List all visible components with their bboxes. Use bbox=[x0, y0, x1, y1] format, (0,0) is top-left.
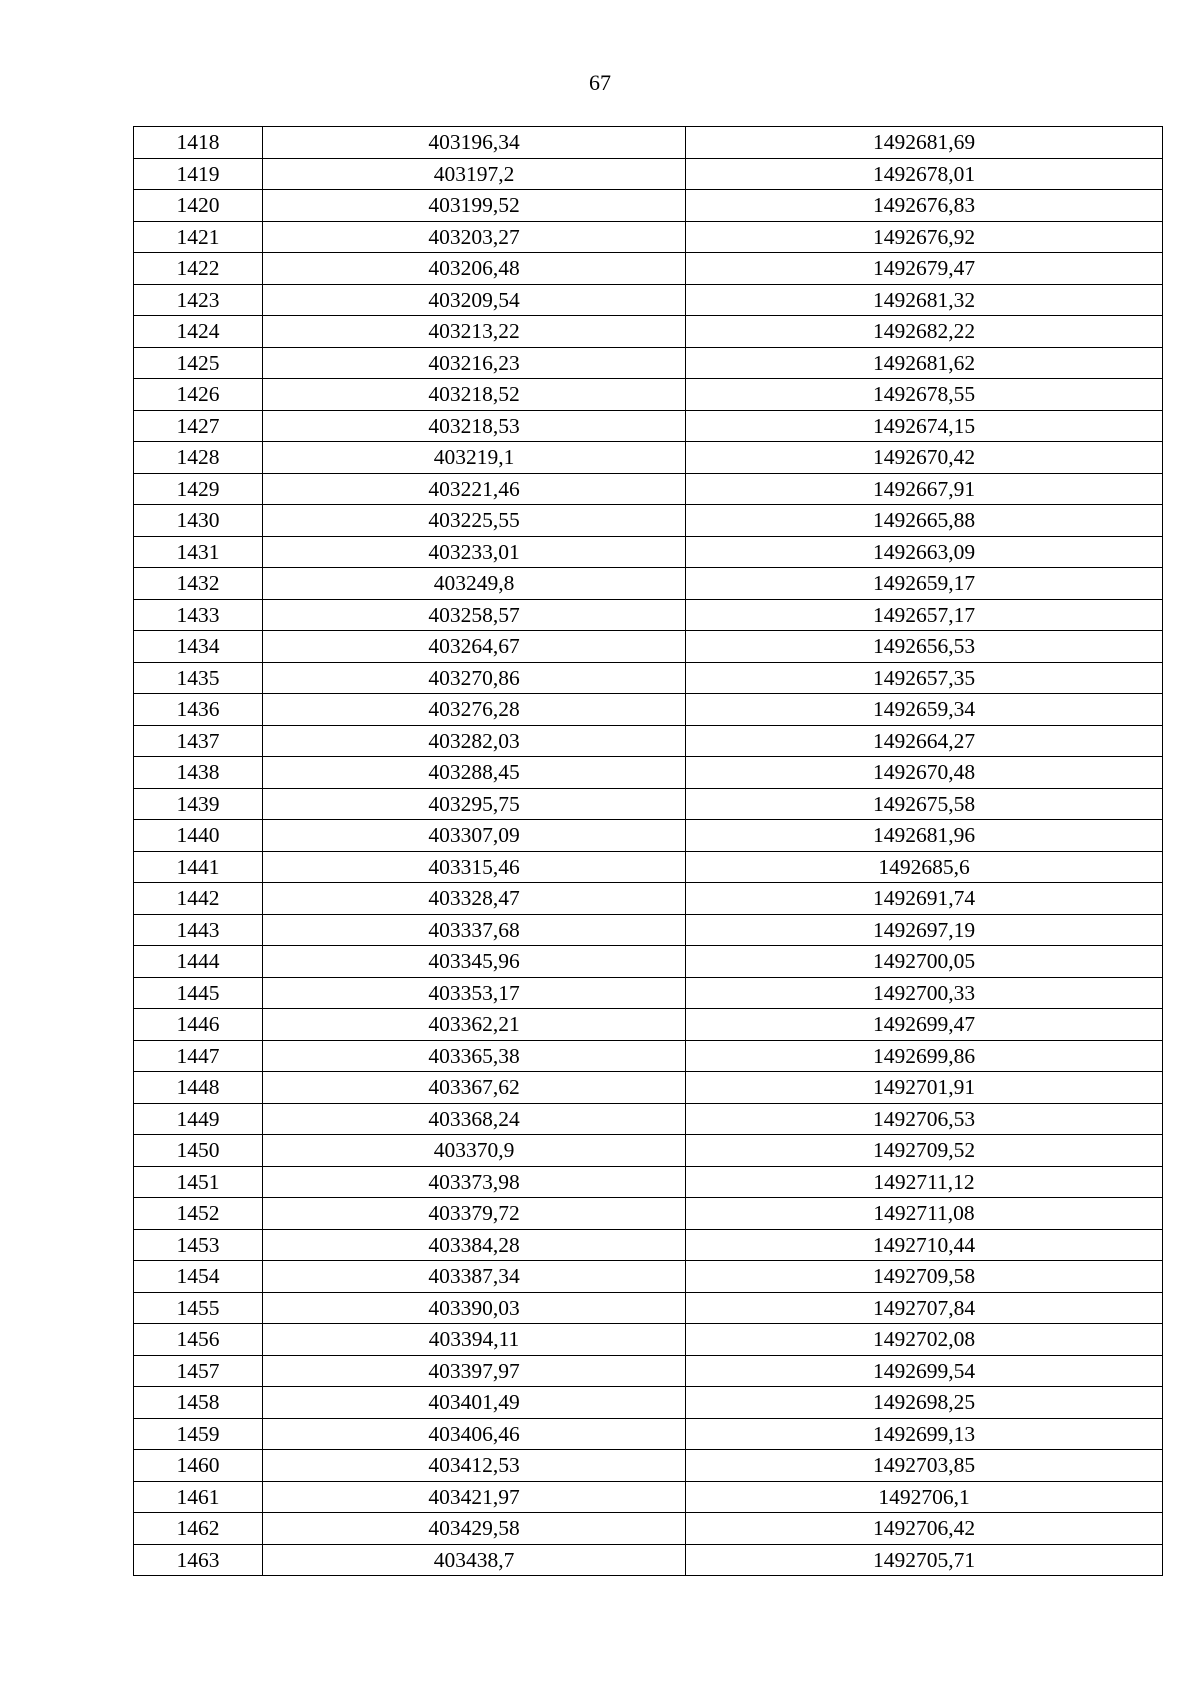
table-row bbox=[134, 284, 1163, 316]
table-row bbox=[134, 1544, 1163, 1576]
y-coordinate-cell: 1492698,25 bbox=[686, 1387, 1163, 1419]
page-number: 67 bbox=[589, 70, 611, 95]
x-coordinate-cell: 403203,27 bbox=[263, 221, 686, 253]
y-coordinate-cell: 1492678,01 bbox=[686, 158, 1163, 190]
table-row bbox=[134, 379, 1163, 411]
y-coordinate-cell: 1492681,62 bbox=[686, 347, 1163, 379]
table-row bbox=[134, 820, 1163, 852]
x-coordinate-cell: 403216,23 bbox=[263, 347, 686, 379]
x-coordinate-cell: 403233,01 bbox=[263, 536, 686, 568]
table-row bbox=[134, 851, 1163, 883]
point-number-cell: 1443 bbox=[134, 914, 263, 946]
x-coordinate-cell: 403206,48 bbox=[263, 253, 686, 285]
table-row bbox=[134, 473, 1163, 505]
table-row bbox=[134, 946, 1163, 978]
y-coordinate-cell: 1492657,35 bbox=[686, 662, 1163, 694]
y-coordinate-cell: 1492709,52 bbox=[686, 1135, 1163, 1167]
x-coordinate-cell: 403225,55 bbox=[263, 505, 686, 537]
point-number-cell: 1418 bbox=[134, 127, 263, 159]
y-coordinate-cell: 1492665,88 bbox=[686, 505, 1163, 537]
y-coordinate-cell: 1492681,32 bbox=[686, 284, 1163, 316]
table-row bbox=[134, 1166, 1163, 1198]
point-number-cell: 1435 bbox=[134, 662, 263, 694]
y-coordinate-cell: 1492682,22 bbox=[686, 316, 1163, 348]
y-coordinate-cell: 1492663,09 bbox=[686, 536, 1163, 568]
y-coordinate-cell: 1492706,53 bbox=[686, 1103, 1163, 1135]
point-number-cell: 1421 bbox=[134, 221, 263, 253]
x-coordinate-cell: 403328,47 bbox=[263, 883, 686, 915]
x-coordinate-cell: 403199,52 bbox=[263, 190, 686, 222]
table-row bbox=[134, 1324, 1163, 1356]
table-row bbox=[134, 1481, 1163, 1513]
y-coordinate-cell: 1492703,85 bbox=[686, 1450, 1163, 1482]
x-coordinate-cell: 403258,57 bbox=[263, 599, 686, 631]
point-number-cell: 1429 bbox=[134, 473, 263, 505]
table-row bbox=[134, 1103, 1163, 1135]
point-number-cell: 1426 bbox=[134, 379, 263, 411]
y-coordinate-cell: 1492676,92 bbox=[686, 221, 1163, 253]
x-coordinate-cell: 403370,9 bbox=[263, 1135, 686, 1167]
y-coordinate-cell: 1492700,05 bbox=[686, 946, 1163, 978]
table-row bbox=[134, 1040, 1163, 1072]
x-coordinate-cell: 403276,28 bbox=[263, 694, 686, 726]
point-number-cell: 1446 bbox=[134, 1009, 263, 1041]
table-row bbox=[134, 694, 1163, 726]
x-coordinate-cell: 403373,98 bbox=[263, 1166, 686, 1198]
y-coordinate-cell: 1492706,42 bbox=[686, 1513, 1163, 1545]
x-coordinate-cell: 403379,72 bbox=[263, 1198, 686, 1230]
x-coordinate-cell: 403213,22 bbox=[263, 316, 686, 348]
x-coordinate-cell: 403315,46 bbox=[263, 851, 686, 883]
x-coordinate-cell: 403401,49 bbox=[263, 1387, 686, 1419]
point-number-cell: 1454 bbox=[134, 1261, 263, 1293]
table-row bbox=[134, 631, 1163, 663]
point-number-cell: 1419 bbox=[134, 158, 263, 190]
point-number-cell: 1451 bbox=[134, 1166, 263, 1198]
y-coordinate-cell: 1492675,58 bbox=[686, 788, 1163, 820]
point-number-cell: 1434 bbox=[134, 631, 263, 663]
y-coordinate-cell: 1492699,86 bbox=[686, 1040, 1163, 1072]
y-coordinate-cell: 1492702,08 bbox=[686, 1324, 1163, 1356]
point-number-cell: 1448 bbox=[134, 1072, 263, 1104]
x-coordinate-cell: 403429,58 bbox=[263, 1513, 686, 1545]
x-coordinate-cell: 403421,97 bbox=[263, 1481, 686, 1513]
point-number-cell: 1433 bbox=[134, 599, 263, 631]
point-number-cell: 1437 bbox=[134, 725, 263, 757]
table-row bbox=[134, 1513, 1163, 1545]
y-coordinate-cell: 1492709,58 bbox=[686, 1261, 1163, 1293]
point-number-cell: 1456 bbox=[134, 1324, 263, 1356]
point-number-cell: 1450 bbox=[134, 1135, 263, 1167]
x-coordinate-cell: 403249,8 bbox=[263, 568, 686, 600]
x-coordinate-cell: 403345,96 bbox=[263, 946, 686, 978]
table-row bbox=[134, 725, 1163, 757]
table-row bbox=[134, 568, 1163, 600]
table-row bbox=[134, 190, 1163, 222]
x-coordinate-cell: 403219,1 bbox=[263, 442, 686, 474]
x-coordinate-cell: 403412,53 bbox=[263, 1450, 686, 1482]
y-coordinate-cell: 1492679,47 bbox=[686, 253, 1163, 285]
point-number-cell: 1444 bbox=[134, 946, 263, 978]
y-coordinate-cell: 1492691,74 bbox=[686, 883, 1163, 915]
table-row bbox=[134, 1355, 1163, 1387]
point-number-cell: 1431 bbox=[134, 536, 263, 568]
x-coordinate-cell: 403406,46 bbox=[263, 1418, 686, 1450]
table-row bbox=[134, 977, 1163, 1009]
y-coordinate-cell: 1492707,84 bbox=[686, 1292, 1163, 1324]
y-coordinate-cell: 1492706,1 bbox=[686, 1481, 1163, 1513]
y-coordinate-cell: 1492657,17 bbox=[686, 599, 1163, 631]
point-number-cell: 1457 bbox=[134, 1355, 263, 1387]
table-row bbox=[134, 1261, 1163, 1293]
x-coordinate-cell: 403218,53 bbox=[263, 410, 686, 442]
x-coordinate-cell: 403397,97 bbox=[263, 1355, 686, 1387]
table-row bbox=[134, 914, 1163, 946]
x-coordinate-cell: 403353,17 bbox=[263, 977, 686, 1009]
point-number-cell: 1463 bbox=[134, 1544, 263, 1576]
table-row bbox=[134, 158, 1163, 190]
table-row bbox=[134, 410, 1163, 442]
table-row bbox=[134, 221, 1163, 253]
y-coordinate-cell: 1492699,47 bbox=[686, 1009, 1163, 1041]
point-number-cell: 1449 bbox=[134, 1103, 263, 1135]
x-coordinate-cell: 403270,86 bbox=[263, 662, 686, 694]
x-coordinate-cell: 403295,75 bbox=[263, 788, 686, 820]
point-number-cell: 1428 bbox=[134, 442, 263, 474]
point-number-cell: 1440 bbox=[134, 820, 263, 852]
point-number-cell: 1460 bbox=[134, 1450, 263, 1482]
point-number-cell: 1441 bbox=[134, 851, 263, 883]
point-number-cell: 1423 bbox=[134, 284, 263, 316]
point-number-cell: 1439 bbox=[134, 788, 263, 820]
x-coordinate-cell: 403221,46 bbox=[263, 473, 686, 505]
table-row bbox=[134, 442, 1163, 474]
y-coordinate-cell: 1492699,54 bbox=[686, 1355, 1163, 1387]
table-body bbox=[134, 127, 1163, 1576]
table-row bbox=[134, 1072, 1163, 1104]
y-coordinate-cell: 1492674,15 bbox=[686, 410, 1163, 442]
table-row bbox=[134, 662, 1163, 694]
point-number-cell: 1420 bbox=[134, 190, 263, 222]
y-coordinate-cell: 1492664,27 bbox=[686, 725, 1163, 757]
table-row bbox=[134, 883, 1163, 915]
x-coordinate-cell: 403307,09 bbox=[263, 820, 686, 852]
coordinates-table bbox=[133, 126, 1163, 1576]
y-coordinate-cell: 1492685,6 bbox=[686, 851, 1163, 883]
x-coordinate-cell: 403390,03 bbox=[263, 1292, 686, 1324]
point-number-cell: 1447 bbox=[134, 1040, 263, 1072]
table-row bbox=[134, 1229, 1163, 1261]
table-row bbox=[134, 316, 1163, 348]
point-number-cell: 1424 bbox=[134, 316, 263, 348]
table-row bbox=[134, 1450, 1163, 1482]
x-coordinate-cell: 403384,28 bbox=[263, 1229, 686, 1261]
y-coordinate-cell: 1492710,44 bbox=[686, 1229, 1163, 1261]
table-row bbox=[134, 1418, 1163, 1450]
x-coordinate-cell: 403218,52 bbox=[263, 379, 686, 411]
table-row bbox=[134, 1198, 1163, 1230]
point-number-cell: 1455 bbox=[134, 1292, 263, 1324]
x-coordinate-cell: 403264,67 bbox=[263, 631, 686, 663]
y-coordinate-cell: 1492670,48 bbox=[686, 757, 1163, 789]
point-number-cell: 1458 bbox=[134, 1387, 263, 1419]
x-coordinate-cell: 403196,34 bbox=[263, 127, 686, 159]
y-coordinate-cell: 1492711,08 bbox=[686, 1198, 1163, 1230]
table-row bbox=[134, 757, 1163, 789]
point-number-cell: 1422 bbox=[134, 253, 263, 285]
y-coordinate-cell: 1492676,83 bbox=[686, 190, 1163, 222]
x-coordinate-cell: 403197,2 bbox=[263, 158, 686, 190]
y-coordinate-cell: 1492705,71 bbox=[686, 1544, 1163, 1576]
y-coordinate-cell: 1492699,13 bbox=[686, 1418, 1163, 1450]
x-coordinate-cell: 403209,54 bbox=[263, 284, 686, 316]
point-number-cell: 1436 bbox=[134, 694, 263, 726]
y-coordinate-cell: 1492656,53 bbox=[686, 631, 1163, 663]
point-number-cell: 1432 bbox=[134, 568, 263, 600]
point-number-cell: 1442 bbox=[134, 883, 263, 915]
point-number-cell: 1430 bbox=[134, 505, 263, 537]
table-row bbox=[134, 1292, 1163, 1324]
x-coordinate-cell: 403367,62 bbox=[263, 1072, 686, 1104]
table-row bbox=[134, 253, 1163, 285]
y-coordinate-cell: 1492711,12 bbox=[686, 1166, 1163, 1198]
table-row bbox=[134, 788, 1163, 820]
point-number-cell: 1452 bbox=[134, 1198, 263, 1230]
x-coordinate-cell: 403282,03 bbox=[263, 725, 686, 757]
y-coordinate-cell: 1492659,17 bbox=[686, 568, 1163, 600]
y-coordinate-cell: 1492681,69 bbox=[686, 127, 1163, 159]
point-number-cell: 1445 bbox=[134, 977, 263, 1009]
point-number-cell: 1438 bbox=[134, 757, 263, 789]
x-coordinate-cell: 403362,21 bbox=[263, 1009, 686, 1041]
x-coordinate-cell: 403368,24 bbox=[263, 1103, 686, 1135]
point-number-cell: 1459 bbox=[134, 1418, 263, 1450]
point-number-cell: 1425 bbox=[134, 347, 263, 379]
point-number-cell: 1462 bbox=[134, 1513, 263, 1545]
y-coordinate-cell: 1492700,33 bbox=[686, 977, 1163, 1009]
y-coordinate-cell: 1492681,96 bbox=[686, 820, 1163, 852]
x-coordinate-cell: 403394,11 bbox=[263, 1324, 686, 1356]
x-coordinate-cell: 403288,45 bbox=[263, 757, 686, 789]
y-coordinate-cell: 1492670,42 bbox=[686, 442, 1163, 474]
table-row bbox=[134, 599, 1163, 631]
table-row bbox=[134, 347, 1163, 379]
table-row bbox=[134, 505, 1163, 537]
table-row bbox=[134, 1135, 1163, 1167]
table-row bbox=[134, 1009, 1163, 1041]
x-coordinate-cell: 403387,34 bbox=[263, 1261, 686, 1293]
x-coordinate-cell: 403438,7 bbox=[263, 1544, 686, 1576]
y-coordinate-cell: 1492659,34 bbox=[686, 694, 1163, 726]
y-coordinate-cell: 1492701,91 bbox=[686, 1072, 1163, 1104]
x-coordinate-cell: 403365,38 bbox=[263, 1040, 686, 1072]
point-number-cell: 1453 bbox=[134, 1229, 263, 1261]
y-coordinate-cell: 1492678,55 bbox=[686, 379, 1163, 411]
point-number-cell: 1427 bbox=[134, 410, 263, 442]
table-row bbox=[134, 536, 1163, 568]
point-number-cell: 1461 bbox=[134, 1481, 263, 1513]
y-coordinate-cell: 1492697,19 bbox=[686, 914, 1163, 946]
table-row bbox=[134, 127, 1163, 159]
table-row bbox=[134, 1387, 1163, 1419]
y-coordinate-cell: 1492667,91 bbox=[686, 473, 1163, 505]
x-coordinate-cell: 403337,68 bbox=[263, 914, 686, 946]
